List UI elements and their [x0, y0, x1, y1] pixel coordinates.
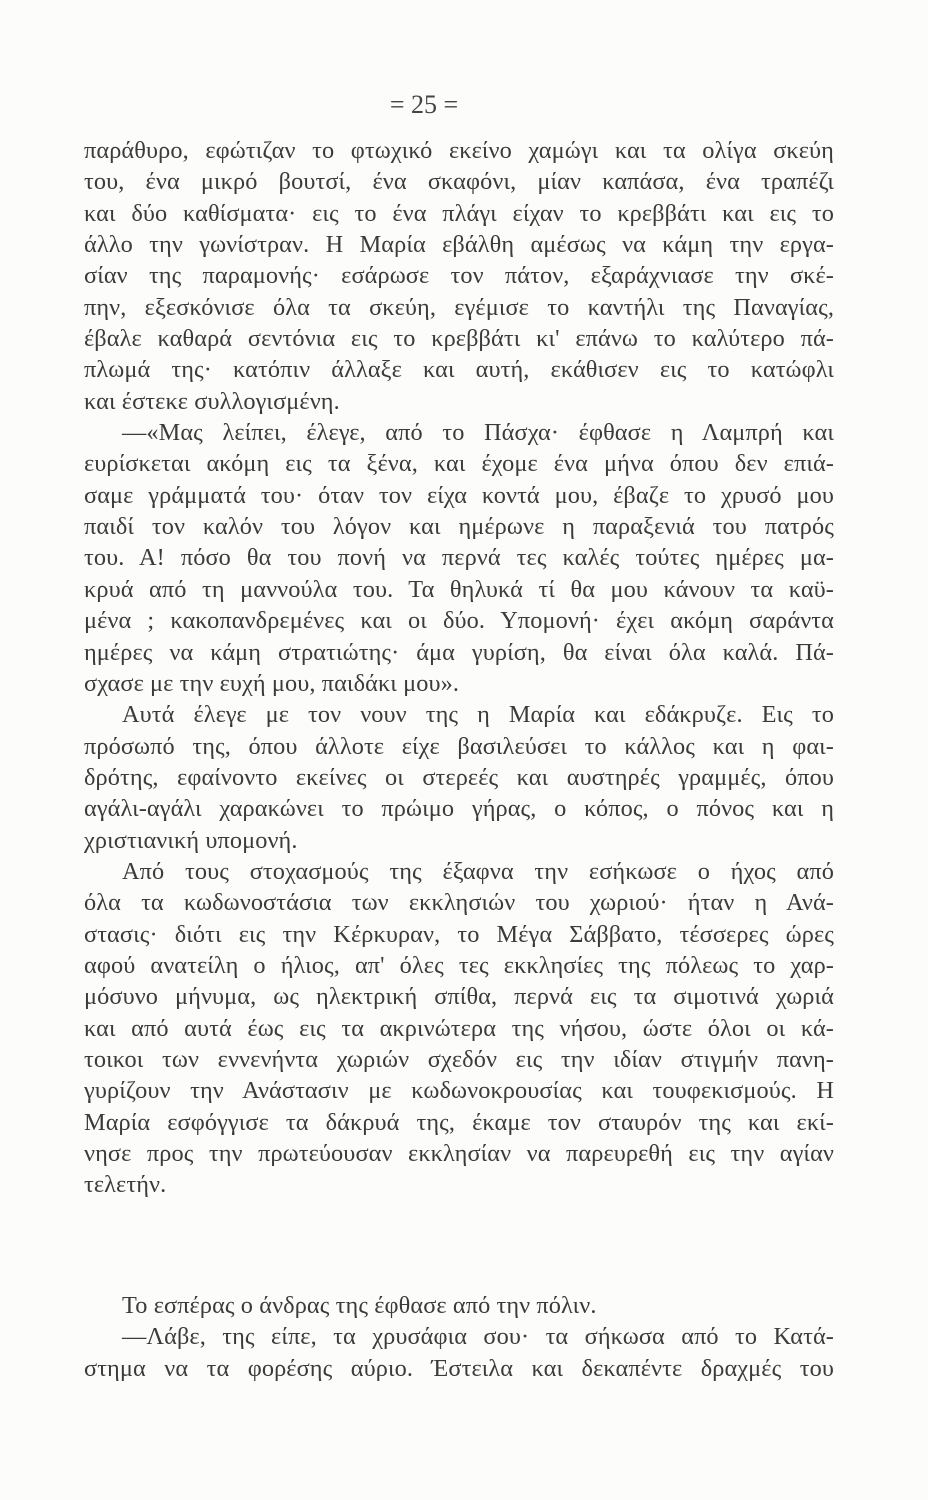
- text-line: μένα ; κακοπανδρεμένες και οι δύο. Υπομονή· έχει ακόμη σαράντα: [84, 607, 834, 635]
- text-line: και από αυτά έως εις τα ακρινώτερα της νήσου, ώστε όλοι οι κά-: [84, 1014, 834, 1042]
- text-line: και δύο καθίσματα· εις το ένα πλάγι είχαν το κρεββάτι και εις το: [84, 199, 834, 227]
- text-line: σχασε με την ευχή μου, παιδάκι μου».: [84, 669, 460, 697]
- text-line: μόσυνο μήνυμα, ως ηλεκτρική σπίθα, περνά εις τα σιμοτινά χωριά: [84, 983, 834, 1011]
- text-line: τοικοι των εννενήντα χωριών σχεδόν εις την ιδίαν στιγμήν πανη-: [84, 1045, 834, 1073]
- text-line: χριστιανική υπομονή.: [84, 826, 298, 854]
- text-line: του. Α! πόσο θα του πονή να περνά τες καλές τούτες ημέρες μα-: [84, 544, 834, 572]
- text-line: παιδί τον καλόν του λόγον και ημέρωνε η παραξενιά του πατρός: [84, 513, 834, 541]
- text-line: ευρίσκεται ακόμη εις τα ξένα, και έχομε ένα μήνα όπου δεν επιά-: [84, 450, 834, 478]
- tail-text: [84, 1290, 834, 1384]
- text-line: αφού ανατείλη ο ήλιος, απ' όλες τες εκκλησίες της πόλεως το χαρ-: [84, 951, 834, 979]
- text-line: έβαλε καθαρά σεντόνια εις το κρεββάτι κι' επάνω το καλύτερο πά-: [84, 325, 834, 353]
- text-line: σίαν της παραμονής· εσάρωσε τον πάτον, εξαράχνιασε την σκέ-: [84, 262, 834, 290]
- text-line: Μαρία εσφόγγισε τα δάκρυά της, έκαμε τον σταυρόν της και εκί-: [84, 1108, 834, 1136]
- text-line: κρυά από τη μαννούλα του. Τα θηλυκά τί θα μου κάνουν τα καϋ-: [84, 575, 834, 603]
- text-line: ημέρες να κάμη στρατιώτης· άμα γυρίση, θα είναι όλα καλά. Πά-: [84, 638, 834, 666]
- text-line: γυρίζουν την Ανάστασιν με κωδωνοκρουσίας και τουφεκισμούς. Η: [84, 1077, 834, 1105]
- text-line: τελετήν.: [84, 1171, 167, 1199]
- text-line: δρότης, εφαίνοντο εκείνες οι στερεές και αυστηρές γραμμές, όπου: [84, 763, 834, 791]
- text-line: άλλο την γωνίστραν. Η Μαρία εβάλθη αμέσως να κάμη την εργα-: [84, 231, 834, 259]
- text-line: του, ένα μικρό βουτσί, ένα σκαφόνι, μίαν καπάσα, ένα τραπέζι: [84, 168, 834, 196]
- text-line: και έστεκε συλλογισμένη.: [84, 387, 340, 415]
- body-text: [84, 135, 834, 1201]
- text-line: νησε προς την πρωτεύουσαν εκκλησίαν να παρευρεθή εις την αγίαν: [84, 1140, 834, 1167]
- text-line: Το εσπέρας ο άνδρας της έφθασε από την πόλιν.: [122, 1292, 597, 1319]
- text-line: πην, εξεσκόνισε όλα τα σκεύη, εγέμισε το καντήλι της Παναγίας,: [84, 293, 834, 321]
- text-line: —«Μας λείπει, έλεγε, από το Πάσχα· έφθασε η Λαμπρή και: [122, 419, 834, 447]
- text-line: πρόσωπό της, όπου άλλοτε είχε βασιλεύσει το κάλλος και η φαι-: [84, 732, 834, 760]
- text-line: —Λάβε, της είπε, τα χρυσάφια σου· τα σήκωσα από το Κατά-: [122, 1323, 834, 1351]
- text-line: όλα τα κωδωνοστάσια των εκκλησιών του χωριού· ήταν η Ανά-: [84, 889, 834, 917]
- text-line: πλωμά της· κατόπιν άλλαξε και αυτή, εκάθισεν εις το κατώφλι: [84, 356, 834, 384]
- text-line: σαμε γράμματά του· όταν τον είχα κοντά μου, έβαζε το χρυσό μου: [84, 481, 834, 509]
- text-line: Αυτά έλεγε με τον νουν της η Μαρία και εδάκρυζε. Εις το: [122, 701, 834, 729]
- text-line: αγάλι-αγάλι χαρακώνει το πρώιμο γήρας, ο κόπος, ο πόνος και η: [84, 795, 834, 823]
- page-number: = 25 =: [389, 90, 459, 119]
- text-line: στημα να τα φορέσης αύριο. Έστειλα και δεκαπέντε δραχμές του: [84, 1354, 834, 1382]
- text-line: παράθυρο, εφώτιζαν το φτωχικό εκείνο χαμώγι και τα ολίγα σκεύη: [84, 137, 834, 164]
- text-line: Από τους στοχασμούς της έξαφνα την εσήκωσε ο ήχος από: [122, 857, 834, 885]
- text-line: στασις· διότι εις την Κέρκυραν, το Μέγα Σάββατο, τέσσερες ώρες: [84, 920, 834, 948]
